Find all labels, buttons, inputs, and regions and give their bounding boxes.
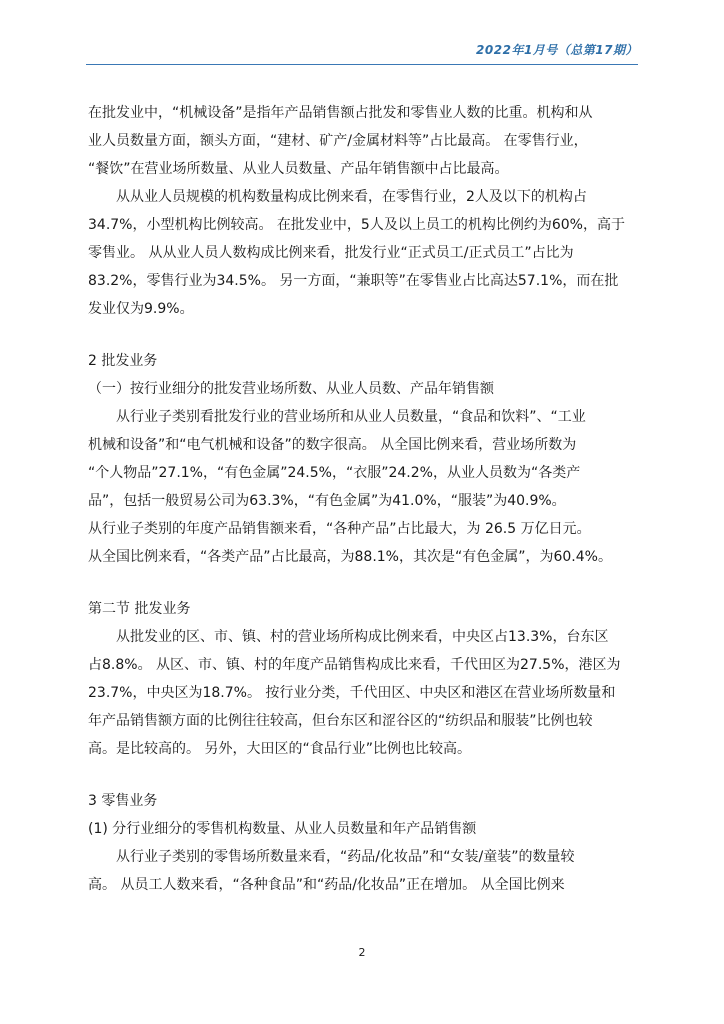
text-line: 从批发业的区、市、镇、村的营业场所构成比例来看，中央区占13.3%，台东区 bbox=[88, 629, 609, 645]
text-line: 发业仅为9.9%。 bbox=[88, 301, 194, 317]
text-line: 品”，包括一般贸易公司为63.3%，“有色金属”为41.0%，“服装”为40.9%。 bbox=[88, 493, 566, 509]
text-line: 零售业。 从从业人员人数构成比例来看，批发行业“正式员工/正式员工”占比为 bbox=[88, 245, 574, 261]
text-line: 从行业子类别的年度产品销售额来看，“各种产品”占比最大，为 26.5 万亿日元。 bbox=[88, 521, 591, 537]
document-body bbox=[88, 99, 636, 899]
page-number: 2 bbox=[358, 946, 366, 959]
text-line: 在批发业中，“机械设备”是指年产品销售额占批发和零售业人数的比重。机构和从 bbox=[88, 105, 593, 121]
text-line: 从行业子类别的零售场所数量来看，“药品/化妆品”和“女装/童装”的数量较 bbox=[88, 849, 575, 865]
issue-header: 2022年1月号（总第17期） bbox=[476, 43, 638, 57]
header-divider bbox=[86, 64, 638, 65]
text-line: 从行业子类别看批发行业的营业场所和从业人员数量，“食品和饮料”、“工业 bbox=[88, 409, 586, 425]
text-line: 从全国比例来看，“各类产品”占比最高，为88.1%，其次是“有色金属”，为60.4%。 bbox=[88, 549, 612, 565]
section-heading: 3 零售业务 bbox=[88, 793, 158, 809]
text-line: 从从业人员规模的机构数量构成比例来看，在零售行业，2人及以下的机构占 bbox=[88, 189, 587, 205]
text-line: 83.2%，零售行业为34.5%。 另一方面，“兼职等”在零售业占比高达57.1%，而在批 bbox=[88, 273, 619, 289]
text-line: “餐饮”在营业场所数量、从业人员数量、产品年销售额中占比最高。 bbox=[88, 161, 509, 177]
text-line: 占8.8%。 从区、市、镇、村的年度产品销售构成比来看，千代田区为27.5%，港区为 bbox=[88, 657, 621, 673]
subsection-heading: (1) 分行业细分的零售机构数量、从业人员数量和年产品销售额 bbox=[88, 821, 477, 837]
paragraph-gap bbox=[88, 323, 636, 347]
text-line: 23.7%，中央区为18.7%。 按行业分类，千代田区、中央区和港区在营业场所数量和 bbox=[88, 685, 616, 701]
text-line: 高。是比较高的。 另外，大田区的“食品行业”比例也比较高。 bbox=[88, 741, 471, 757]
text-line: 机械和设备”和“电气机械和设备”的数字很高。 从全国比例来看，营业场所数为 bbox=[88, 437, 577, 453]
text-line: 高。 从员工人数来看，“各种食品”和“药品/化妆品”正在增加。 从全国比例来 bbox=[88, 877, 565, 893]
text-line: 年产品销售额方面的比例往往较高，但台东区和涩谷区的“纺织品和服装”比例也较 bbox=[88, 713, 593, 729]
subsection-heading: （一）按行业细分的批发营业场所数、从业人员数、产品年销售额 bbox=[88, 381, 494, 397]
text-line: 34.7%，小型机构比例较高。 在批发业中，5人及以上员工的机构比例约为60%，高于 bbox=[88, 217, 625, 233]
text-line: “个人物品”27.1%，“有色金属”24.5%，“衣服”24.2%，从业人员数为“各类产 bbox=[88, 465, 581, 481]
paragraph-gap bbox=[88, 571, 636, 595]
section-heading: 第二节 批发业务 bbox=[88, 601, 191, 617]
text-line: 业人员数量方面，额头方面，“建材、矿产/金属材料等”占比最高。 在零售行业， bbox=[88, 133, 588, 149]
paragraph-gap bbox=[88, 763, 636, 787]
section-heading: 2 批发业务 bbox=[88, 353, 158, 369]
